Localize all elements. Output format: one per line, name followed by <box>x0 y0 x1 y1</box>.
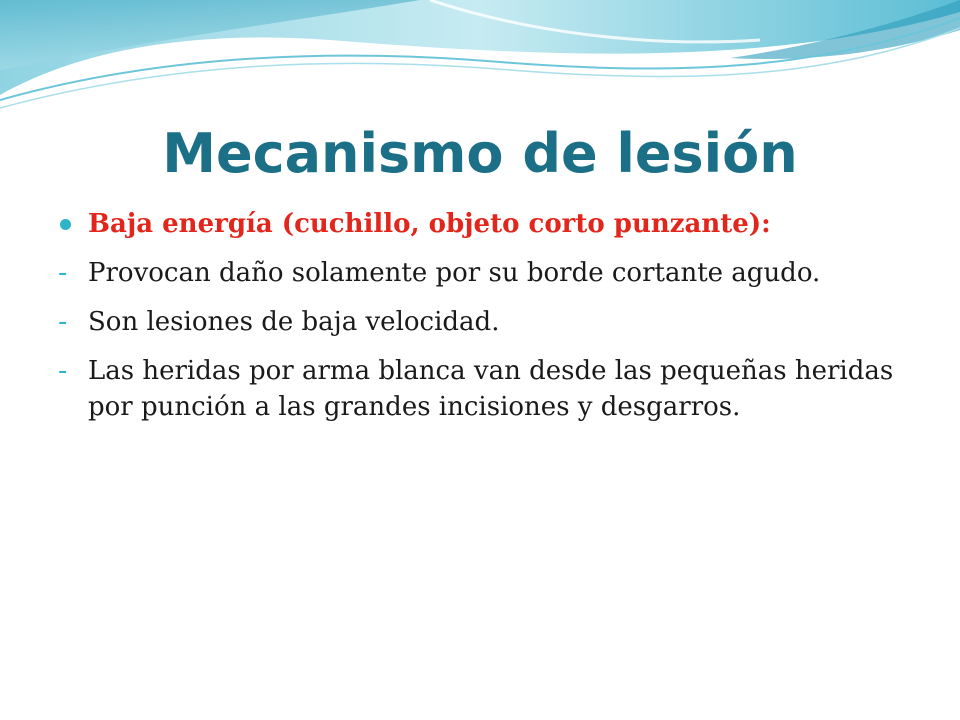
bullet-dot-icon <box>60 219 71 230</box>
bullet-heading-text: Baja energía (cuchillo, objeto corto punzante): <box>88 209 771 239</box>
bullet-list <box>52 206 912 438</box>
slide-title: Mecanismo de lesión <box>162 122 798 185</box>
list-item-text: Las heridas por arma blanca van desde las pequeñas heridas por punción a las grandes incisiones y desgarros. <box>88 356 894 422</box>
dash-marker: - <box>58 307 68 337</box>
list-item <box>52 255 912 291</box>
dash-marker: - <box>58 356 68 386</box>
header-wave-decoration <box>0 0 960 120</box>
list-item-text: Son lesiones de baja velocidad. <box>88 307 500 337</box>
list-item-text: Provocan daño solamente por su borde cortante agudo. <box>88 258 821 288</box>
dash-marker: - <box>58 258 68 288</box>
list-item <box>52 353 912 425</box>
list-item <box>52 304 912 340</box>
bullet-heading-item <box>52 206 912 242</box>
